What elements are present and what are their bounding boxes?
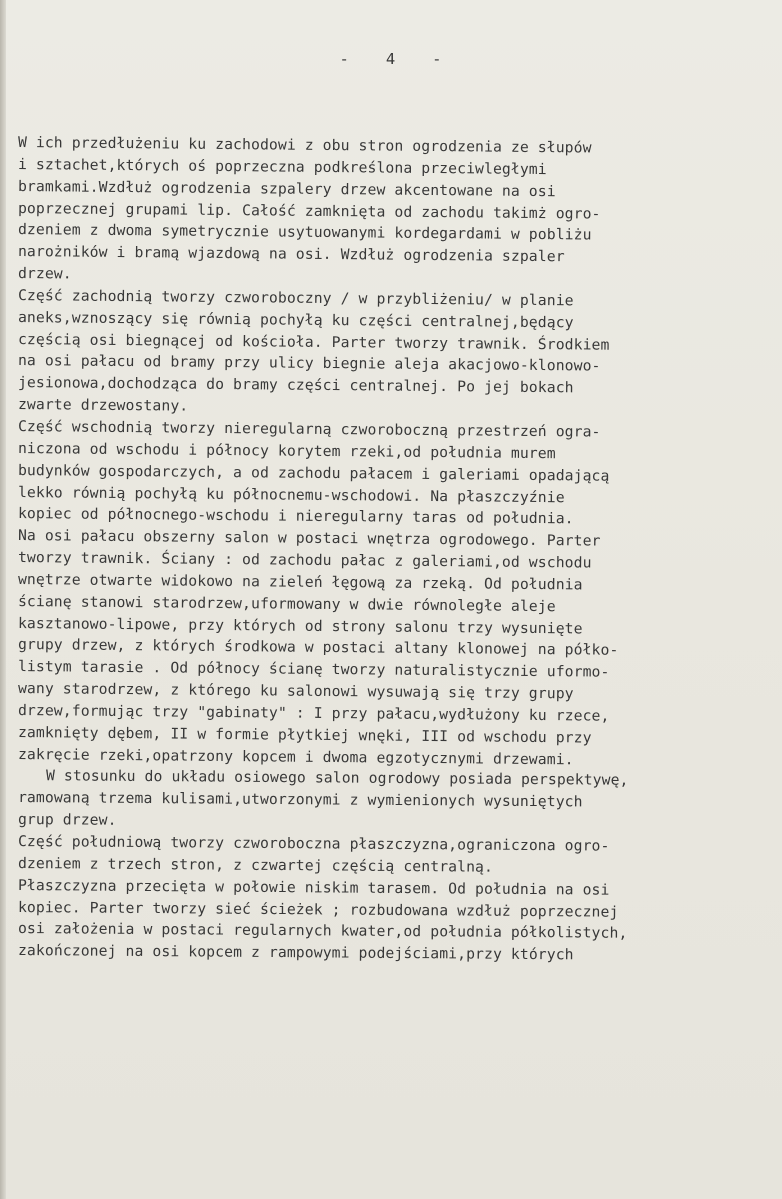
text-line: zamknięty dębem, II w formie płytkiej wnęki, III od wschodu przy — [17, 723, 592, 747]
page-number-header — [0, 50, 782, 68]
text-line: grup drzew. — [17, 811, 117, 829]
text-line: lekko równią pochyłą ku północnemu-wschodowi. Na płaszczyźnie — [17, 483, 565, 506]
text-line: zwarte drzewostany. — [17, 396, 189, 415]
text-line: na osi pałacu od bramy przy ulicy biegnie aleja akacjowo-klonowo- — [17, 352, 601, 376]
page-edge-shadow — [0, 0, 6, 1199]
text-line: W ich przedłużeniu ku zachodowi z obu stron ogrodzenia ze słupów — [17, 134, 592, 157]
typewritten-body — [18, 132, 778, 962]
text-line: kasztanowo-lipowe, przy których od strony salonu trzy wysunięte — [17, 614, 583, 637]
text-line: jesionowa,dochodząca do bramy części centralnej. Po jej bokach — [17, 374, 574, 397]
text-line: osi założenia w postaci regularnych kwater,od południa półkolistych, — [17, 920, 628, 943]
text-line: bramkami.Wzdłuż ogrodzenia szpalery drzew akcentowane na osi — [17, 177, 556, 200]
text-line: budynków gospodarczych, a od zachodu pałacem i galeriami opadającą — [17, 461, 610, 485]
text-line: dzeniem z trzech stron, z czwartej częścią centralną. — [17, 854, 494, 876]
text-line: dzeniem z dwoma symetrycznie usytuowanymi kordegardami w pobliżu — [17, 221, 592, 244]
text-line: ścianę stanowi starodrzew,uformowany w dwie równoległe aleje — [17, 592, 556, 615]
text-line: i sztachet,których oś poprzeczna podkreślona przeciwległymi — [17, 155, 547, 178]
text-line: aneks,wznoszący się równią pochyłą ku części centralnej,będący — [17, 308, 574, 332]
text-line: niczona od wschodu i północy korytem rzeki,od południa murem — [17, 439, 556, 462]
text-line: drzew. — [17, 265, 72, 283]
page-number-dash-right: - — [432, 50, 443, 68]
text-line: listym tarasie . Od północy ścianę tworzy naturalistycznie uformo- — [17, 658, 610, 681]
text-line: kopiec. Parter tworzy sieć ścieżek ; rozbudowana wzdłuż poprzecznej — [17, 898, 619, 921]
text-line: Na osi pałacu obszerny salon w postaci wnętrza ogrodowego. Parter — [17, 527, 601, 550]
text-line: zakręcie rzeki,opatrzony kopcem i dwoma egzotycznymi drzewami. — [17, 745, 574, 768]
text-line: W stosunku do układu osiowego salon ogrodowy posiada perspektywę, — [45, 767, 629, 790]
text-line: narożników i bramą wjazdową na osi. Wzdłuż ogrodzenia szpaler — [17, 243, 565, 266]
text-line: wnętrze otwarte widokowo na zieleń łęgową za rzeką. Od południa — [17, 570, 583, 594]
text-line: drzew,formując trzy "gabinaty" : I przy pałacu,wydłużony ku rzece, — [17, 701, 610, 725]
text-line: Płaszczyzna przecięta w połowie niskim tarasem. Od południa na osi — [17, 876, 610, 899]
text-line: kopiec od północnego-wschodu i nieregularny taras od południa. — [17, 505, 574, 528]
text-line: Część wschodnią tworzy nieregularną czworoboczną przestrzeń ogra- — [17, 417, 601, 441]
text-line: zakończonej na osi kopcem z rampowymi podejściami,przy których — [17, 942, 574, 964]
text-line: Część południową tworzy czworoboczna płaszczyzna,ograniczona ogro- — [17, 833, 610, 855]
text-line: Część zachodnią tworzy czworoboczny / w przybliżeniu/ w planie — [17, 286, 574, 310]
text-line: wany starodrzew, z którego ku salonowi wysuwają się trzy grupy — [17, 680, 574, 703]
page-number: 4 — [385, 50, 397, 68]
text-line: poprzecznej grupami lip. Całość zamknięta od zachodu takimż ogro- — [17, 199, 601, 223]
text-line: tworzy trawnik. Ściany : od zachodu pałac z galeriami,od wschodu — [17, 549, 592, 572]
text-line: ramowaną trzema kulisami,utworzonymi z wymienionych wysuniętych — [17, 789, 583, 811]
text-line: grupy drzew, z których środkowa w postaci altany klonowej na półko- — [17, 636, 619, 660]
page-number-dash-left: - — [339, 50, 350, 68]
text-line: częścią osi biegnącej od kościoła. Parter tworzy trawnik. Środkiem — [17, 330, 610, 354]
